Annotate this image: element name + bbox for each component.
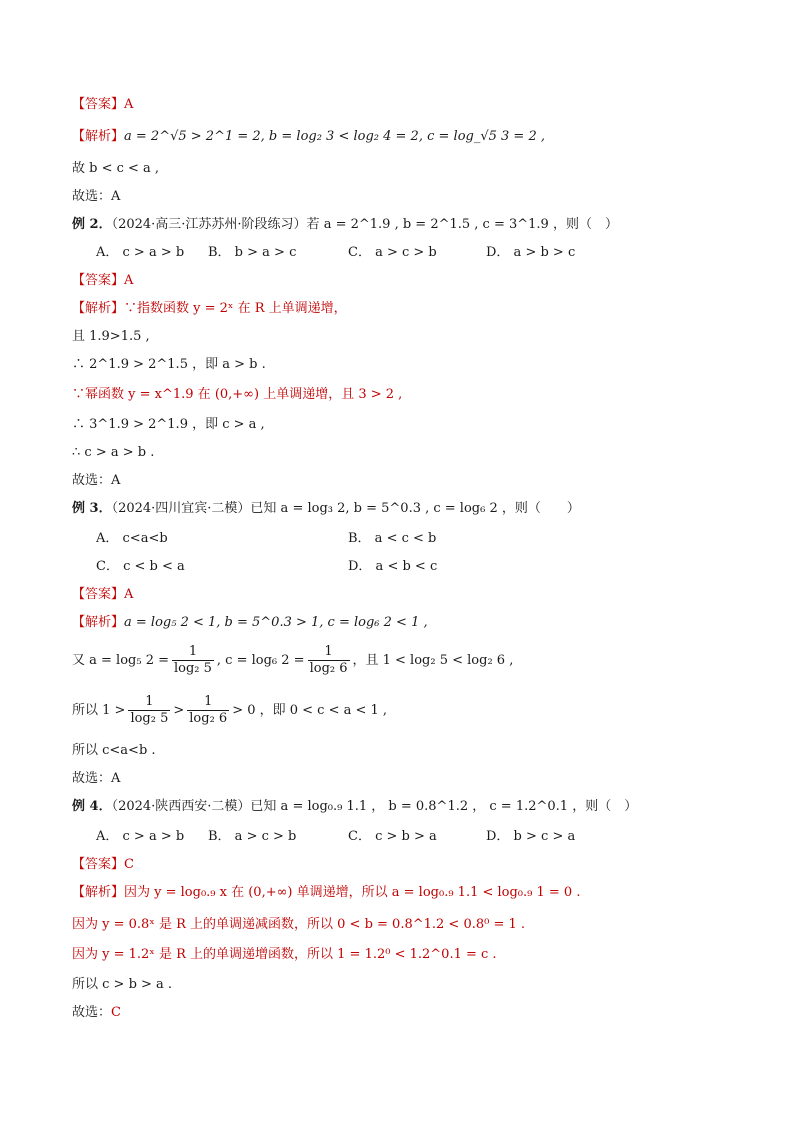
analysis-fraction-line <box>72 694 387 727</box>
analysis-text-line: 且 1.9>1.5 , <box>72 329 150 344</box>
example-3-source: （2024·四川宜宾·二模）已知 a = log₃ 2, b = 5^0.3 , c = log₆ 2 ，则（ ） <box>111 501 580 516</box>
example-3-number: 例 3． <box>72 501 112 516</box>
analysis-text-line: 故 b < c < a , <box>72 161 160 176</box>
fraction-denominator: log₂ 5 <box>174 661 212 676</box>
option-a: A． c > a > b <box>96 829 185 844</box>
analysis-text-line <box>72 386 402 404</box>
fraction-text: 又 a = log₅ 2 = <box>72 653 169 668</box>
analysis-text-line: 所以 c<a<b . <box>72 743 156 758</box>
answer-line <box>72 586 133 604</box>
analysis-text-line: 所以 c > b > a . <box>72 977 173 992</box>
option-c: C． c < b < a <box>96 559 185 574</box>
fraction-denominator: log₂ 6 <box>189 711 228 726</box>
example-4-question <box>72 798 637 816</box>
fraction-numerator: 1 <box>128 694 170 711</box>
analysis-text: y = x^1.9 在 (0,+∞) 上单调递增，且 3 > 2 , <box>124 387 403 402</box>
option-c: C． c > b > a <box>348 829 437 844</box>
example-4-source: （2024·陕西西安·二模）已知 a = log₀.₉ 1.1 ， b = 0.8^1.2 ， c = 1.2^0.1 ，则（ ） <box>111 799 638 814</box>
answer-select: 故选：A <box>72 189 121 204</box>
analysis-tag: 【解析】 <box>72 129 125 144</box>
option-a: A． c > a > b <box>96 245 185 260</box>
analysis-text: ∵指数函数 y = 2ˣ 在 R 上单调递增， <box>124 301 347 316</box>
option-d: D． b > c > a <box>486 829 576 844</box>
option-d: D． a > b > c <box>486 245 576 260</box>
answer-value: A <box>124 587 134 602</box>
option-b: B． a > c > b <box>208 829 297 844</box>
analysis-text-line: ∴ 2^1.9 > 2^1.5 ，即 a > b . <box>72 357 266 372</box>
answer-tag: 【答案】 <box>72 587 125 602</box>
analysis-text: a = log₅ 2 < 1, b = 5^0.3 > 1, c = log₆ 2 < 1 , <box>124 615 428 630</box>
example-3-question <box>72 500 580 518</box>
answer-value: A <box>124 97 134 112</box>
analysis-text: 因为 y = log₀.₉ x 在 (0,+∞) 单调递增，所以 a = log₀.₉ 1.1 < log₀.₉ 1 = 0 . <box>124 885 581 900</box>
example-2-source: （2024·高三·江苏苏州·阶段练习）若 a = 2^1.9 , b = 2^1.5 , c = 3^1.9 ，则（ ） <box>111 217 618 232</box>
fraction <box>308 644 350 677</box>
analysis-text: a = 2^√5 > 2^1 = 2, b = log₂ 3 < log₂ 4 = 2, c = log_√5 3 = 2 , <box>124 129 545 144</box>
fraction-denominator: log₂ 6 <box>309 661 348 676</box>
fraction-text: > <box>173 703 185 718</box>
fraction-text: ，且 1 < log₂ 5 < log₂ 6 , <box>352 653 514 668</box>
analysis-line <box>72 884 580 902</box>
answer-select: 故选：A <box>72 771 121 786</box>
fraction-denominator: log₂ 5 <box>130 711 169 726</box>
option-d: D． a < b < c <box>348 559 438 574</box>
answer-value: C <box>124 857 134 872</box>
answer-line <box>72 96 133 114</box>
option-b: B． b > a > c <box>208 245 297 260</box>
keyword-link: ∵幂函数 <box>72 387 125 402</box>
answer-select <box>72 1004 121 1022</box>
example-2-number: 例 2． <box>72 217 112 232</box>
analysis-tag: 【解析】 <box>72 615 125 630</box>
analysis-text-line: ∴ 3^1.9 > 2^1.9 ，即 c > a , <box>72 417 265 432</box>
example-2-question <box>72 216 618 234</box>
option-b: B． a < c < b <box>348 531 437 546</box>
answer-tag: 【答案】 <box>72 857 125 872</box>
analysis-line <box>72 614 428 632</box>
fraction <box>128 694 170 727</box>
fraction-numerator: 1 <box>187 694 229 711</box>
answer-value: A <box>124 273 134 288</box>
example-4-number: 例 4． <box>72 799 112 814</box>
answer-select-value: C <box>111 1005 121 1020</box>
fraction-text: , c = log₆ 2 = <box>216 653 305 668</box>
answer-line <box>72 272 133 290</box>
option-c: C． a > c > b <box>348 245 437 260</box>
analysis-text-line: 因为 y = 1.2ˣ 是 R 上的单调递增函数，所以 1 = 1.2⁰ < 1.2^0.1 = c . <box>72 947 497 962</box>
fraction <box>187 694 229 727</box>
analysis-text-line: ∴ c > a > b . <box>72 445 155 460</box>
answer-select: 故选：A <box>72 473 121 488</box>
answer-tag: 【答案】 <box>72 97 125 112</box>
fraction-numerator: 1 <box>308 644 350 661</box>
answer-tag: 【答案】 <box>72 273 125 288</box>
answer-line <box>72 856 134 874</box>
analysis-line <box>72 128 545 146</box>
analysis-line <box>72 300 347 318</box>
answer-select-prefix: 故选： <box>72 1005 112 1020</box>
option-a: A． c<a<b <box>96 531 168 546</box>
analysis-tag: 【解析】 <box>72 301 125 316</box>
analysis-text-line: 因为 y = 0.8ˣ 是 R 上的单调递减函数，所以 0 < b = 0.8^1.2 < 0.8⁰ = 1 . <box>72 917 526 932</box>
fraction-text: > 0 ，即 0 < c < a < 1 , <box>232 703 388 718</box>
fraction-numerator: 1 <box>172 644 214 661</box>
analysis-tag: 【解析】 <box>72 885 125 900</box>
analysis-fraction-line <box>72 644 513 677</box>
fraction <box>172 644 214 677</box>
fraction-text: 所以 1 > <box>72 703 126 718</box>
